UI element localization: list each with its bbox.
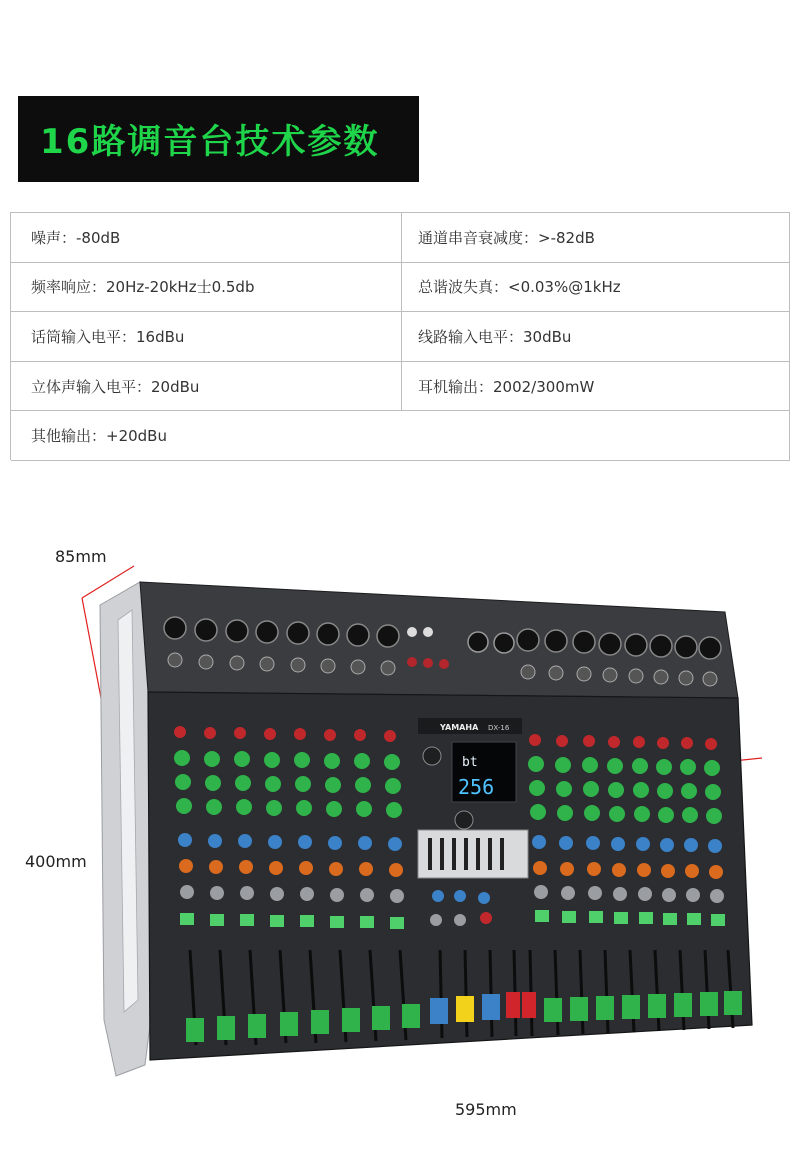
graphic-eq-panel: [418, 830, 528, 878]
title-banner: [18, 96, 419, 182]
spec-thd: 总谐波失真：<0.03%@1kHz: [402, 263, 790, 313]
page-title: 16路调音台技术参数: [40, 122, 380, 162]
spec-row: [11, 213, 790, 263]
spec-frequency-response: 频率响应：20Hz-20kHz士0.5db: [11, 263, 402, 313]
spec-row: [11, 263, 790, 313]
spec-row: [11, 362, 790, 412]
model-label: DX-16: [488, 724, 510, 732]
depth-dimension-label: 85mm: [55, 547, 107, 566]
spec-row: [11, 312, 790, 362]
spec-table: [10, 212, 790, 460]
spec-crosstalk: 通道串音衰减度：>-82dB: [402, 213, 790, 263]
height-dimension-label: 400mm: [25, 852, 87, 871]
spec-noise: 噪声：-80dB: [11, 213, 402, 263]
spec-other-output: 其他输出：+20dBu: [11, 411, 790, 461]
width-dimension-label: 595mm: [455, 1100, 517, 1119]
display-top-text: bt: [462, 755, 478, 770]
spec-mic-input-level: 话筒输入电平：16dBu: [11, 312, 402, 362]
mixer-product-image: [0, 520, 800, 1140]
spec-headphone-output: 耳机输出：2002/300mW: [402, 362, 790, 412]
spec-line-input-level: 线路输入电平：30dBu: [402, 312, 790, 362]
brand-logo: YAMAHA: [440, 723, 479, 732]
spec-row: [11, 411, 790, 461]
display-main-text: 256: [458, 775, 495, 799]
spec-stereo-input-level: 立体声输入电平：20dBu: [11, 362, 402, 412]
